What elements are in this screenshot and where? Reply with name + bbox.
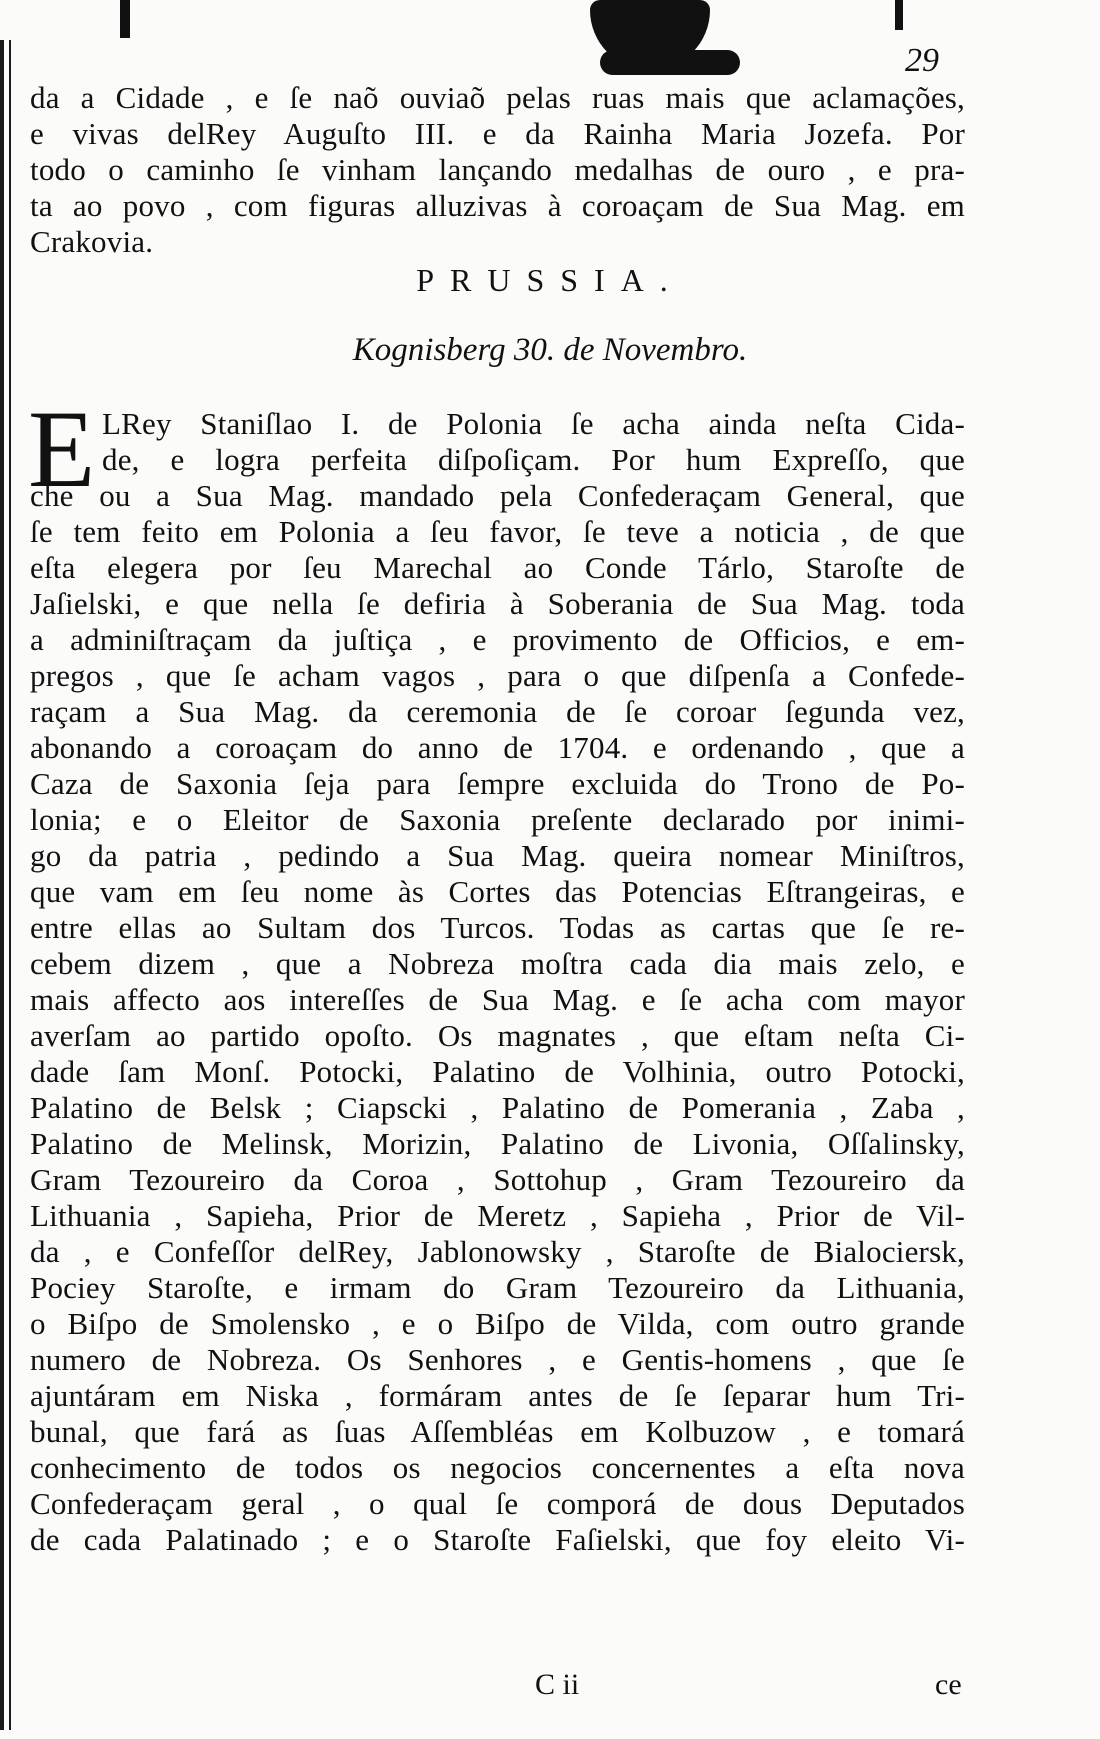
text-line: Palatino de Melinsk, Morizin, Palatino de Livonia, Oſſalinsky,: [30, 1126, 965, 1161]
text-line: go da patria , pedindo a Sua Mag. queira nomear Miniſtros,: [30, 838, 965, 873]
text-line: Gram Tezoureiro da Coroa , Sottohup , Gram Tezoureiro da: [30, 1162, 965, 1197]
text-line: conhecimento de todos os negocios concernentes a eſta nova: [30, 1450, 965, 1485]
text-line: abonando a coroaçam do anno de 1704. e ordenando , que a: [30, 730, 965, 765]
text-line: raçam a Sua Mag. da ceremonia de ſe coroar ſegunda vez,: [30, 694, 965, 729]
dateline: Kognisberg 30. de Novembro.: [352, 332, 748, 368]
text-line: de, e logra perfeita diſpoſiçam. Por hum Expreſſo, que: [102, 442, 965, 477]
text-line: dade ſam Monſ. Potocki, Palatino de Volhinia, outro Potocki,: [30, 1054, 965, 1089]
text-line: o Biſpo de Smolensko , e o Biſpo de Vilda, com outro grande: [30, 1306, 965, 1341]
text-line: que vam em ſeu nome às Cortes das Potencias Eſtrangeiras, e: [30, 874, 965, 909]
text-line: eſta elegera por ſeu Marechal ao Conde Tárlo, Staroſte de: [30, 550, 965, 585]
ink-blot: [120, 0, 130, 38]
text-line: lonia; e o Eleitor de Saxonia preſente declarado por inimi-: [30, 802, 965, 837]
text-line: de cada Palatinado ; e o Staroſte Faſielski, que foy eleito Vi-: [30, 1522, 965, 1557]
opening-paragraph: [30, 80, 965, 260]
text-line: numero de Nobreza. Os Senhores , e Gentis-homens , que ſe: [30, 1342, 965, 1377]
text-line: e vivas delRey Auguſto III. e da Rainha Maria Jozefa. Por: [30, 116, 965, 151]
text-line: Pociey Staroſte, e irmam do Gram Tezoureiro da Lithuania,: [30, 1270, 965, 1305]
text-line: Jaſielski, e que nella ſe defiria à Soberania de Sua Mag. toda: [30, 586, 965, 621]
text-line: bunal, que fará as ſuas Aſſembléas em Kolbuzow , e tomará: [30, 1414, 965, 1449]
text-line: ajuntáram em Niska , formáram antes de ſe ſeparar hum Tri-: [30, 1378, 965, 1413]
text-line: entre ellas ao Sultam dos Turcos. Todas as cartas que ſe re-: [30, 910, 965, 945]
text-line: Lithuania , Sapieha, Prior de Meretz , Sapieha , Prior de Vil-: [30, 1198, 965, 1233]
page-number: 29: [905, 42, 939, 79]
text-line: da , e Confeſſor delRey, Jablonowsky , Staroſte de Bialociersk,: [30, 1234, 965, 1269]
ink-blot: [895, 0, 903, 30]
text-line: cebem dizem , que a Nobreza moſtra cada dia mais zelo, e: [30, 946, 965, 981]
text-line: todo o caminho ſe vinham lançando medalhas de ouro , e pra-: [30, 152, 965, 187]
text-line: LRey Staniſlao I. de Polonia ſe acha ainda neſta Cida-: [102, 406, 965, 441]
text-line: Crakovia.: [30, 224, 154, 259]
section-heading: PRUSSIA.: [416, 262, 684, 298]
text-line: ta ao povo , com figuras alluzivas à coroaçam de Sua Mag. em: [30, 188, 965, 223]
catchword: ce: [935, 1668, 962, 1701]
ink-blot: [600, 50, 740, 75]
text-line: a adminiſtraçam da juſtiça , e provimento de Officios, e em-: [30, 622, 965, 657]
text-line: Caza de Saxonia ſeja para ſempre excluida do Trono de Po-: [30, 766, 965, 801]
text-line: averſam ao partido opoſto. Os magnates , que eſtam neſta Ci-: [30, 1018, 965, 1053]
text-line: che ou a Sua Mag. mandado pela Confederaçam General, que: [30, 478, 965, 513]
text-line: Palatino de Belsk ; Ciapscki , Palatino de Pomerania , Zaba ,: [30, 1090, 965, 1125]
drop-cap: E: [28, 388, 96, 510]
text-line: da a Cidade , e ſe naõ ouviaõ pelas ruas mais que aclamações,: [30, 80, 965, 115]
signature-mark: C ii: [535, 1668, 580, 1701]
text-line: mais affecto aos intereſſes de Sua Mag. e ſe acha com mayor: [30, 982, 965, 1017]
main-paragraph: [28, 388, 965, 1558]
text-line: ſe tem feito em Polonia a ſeu favor, ſe teve a noticia , de que: [30, 514, 965, 549]
text-line: pregos , que ſe acham vagos , para o que diſpenſa a Confede-: [30, 658, 965, 693]
text-line: Confederaçam geral , o qual ſe comporá de dous Deputados: [30, 1486, 965, 1521]
